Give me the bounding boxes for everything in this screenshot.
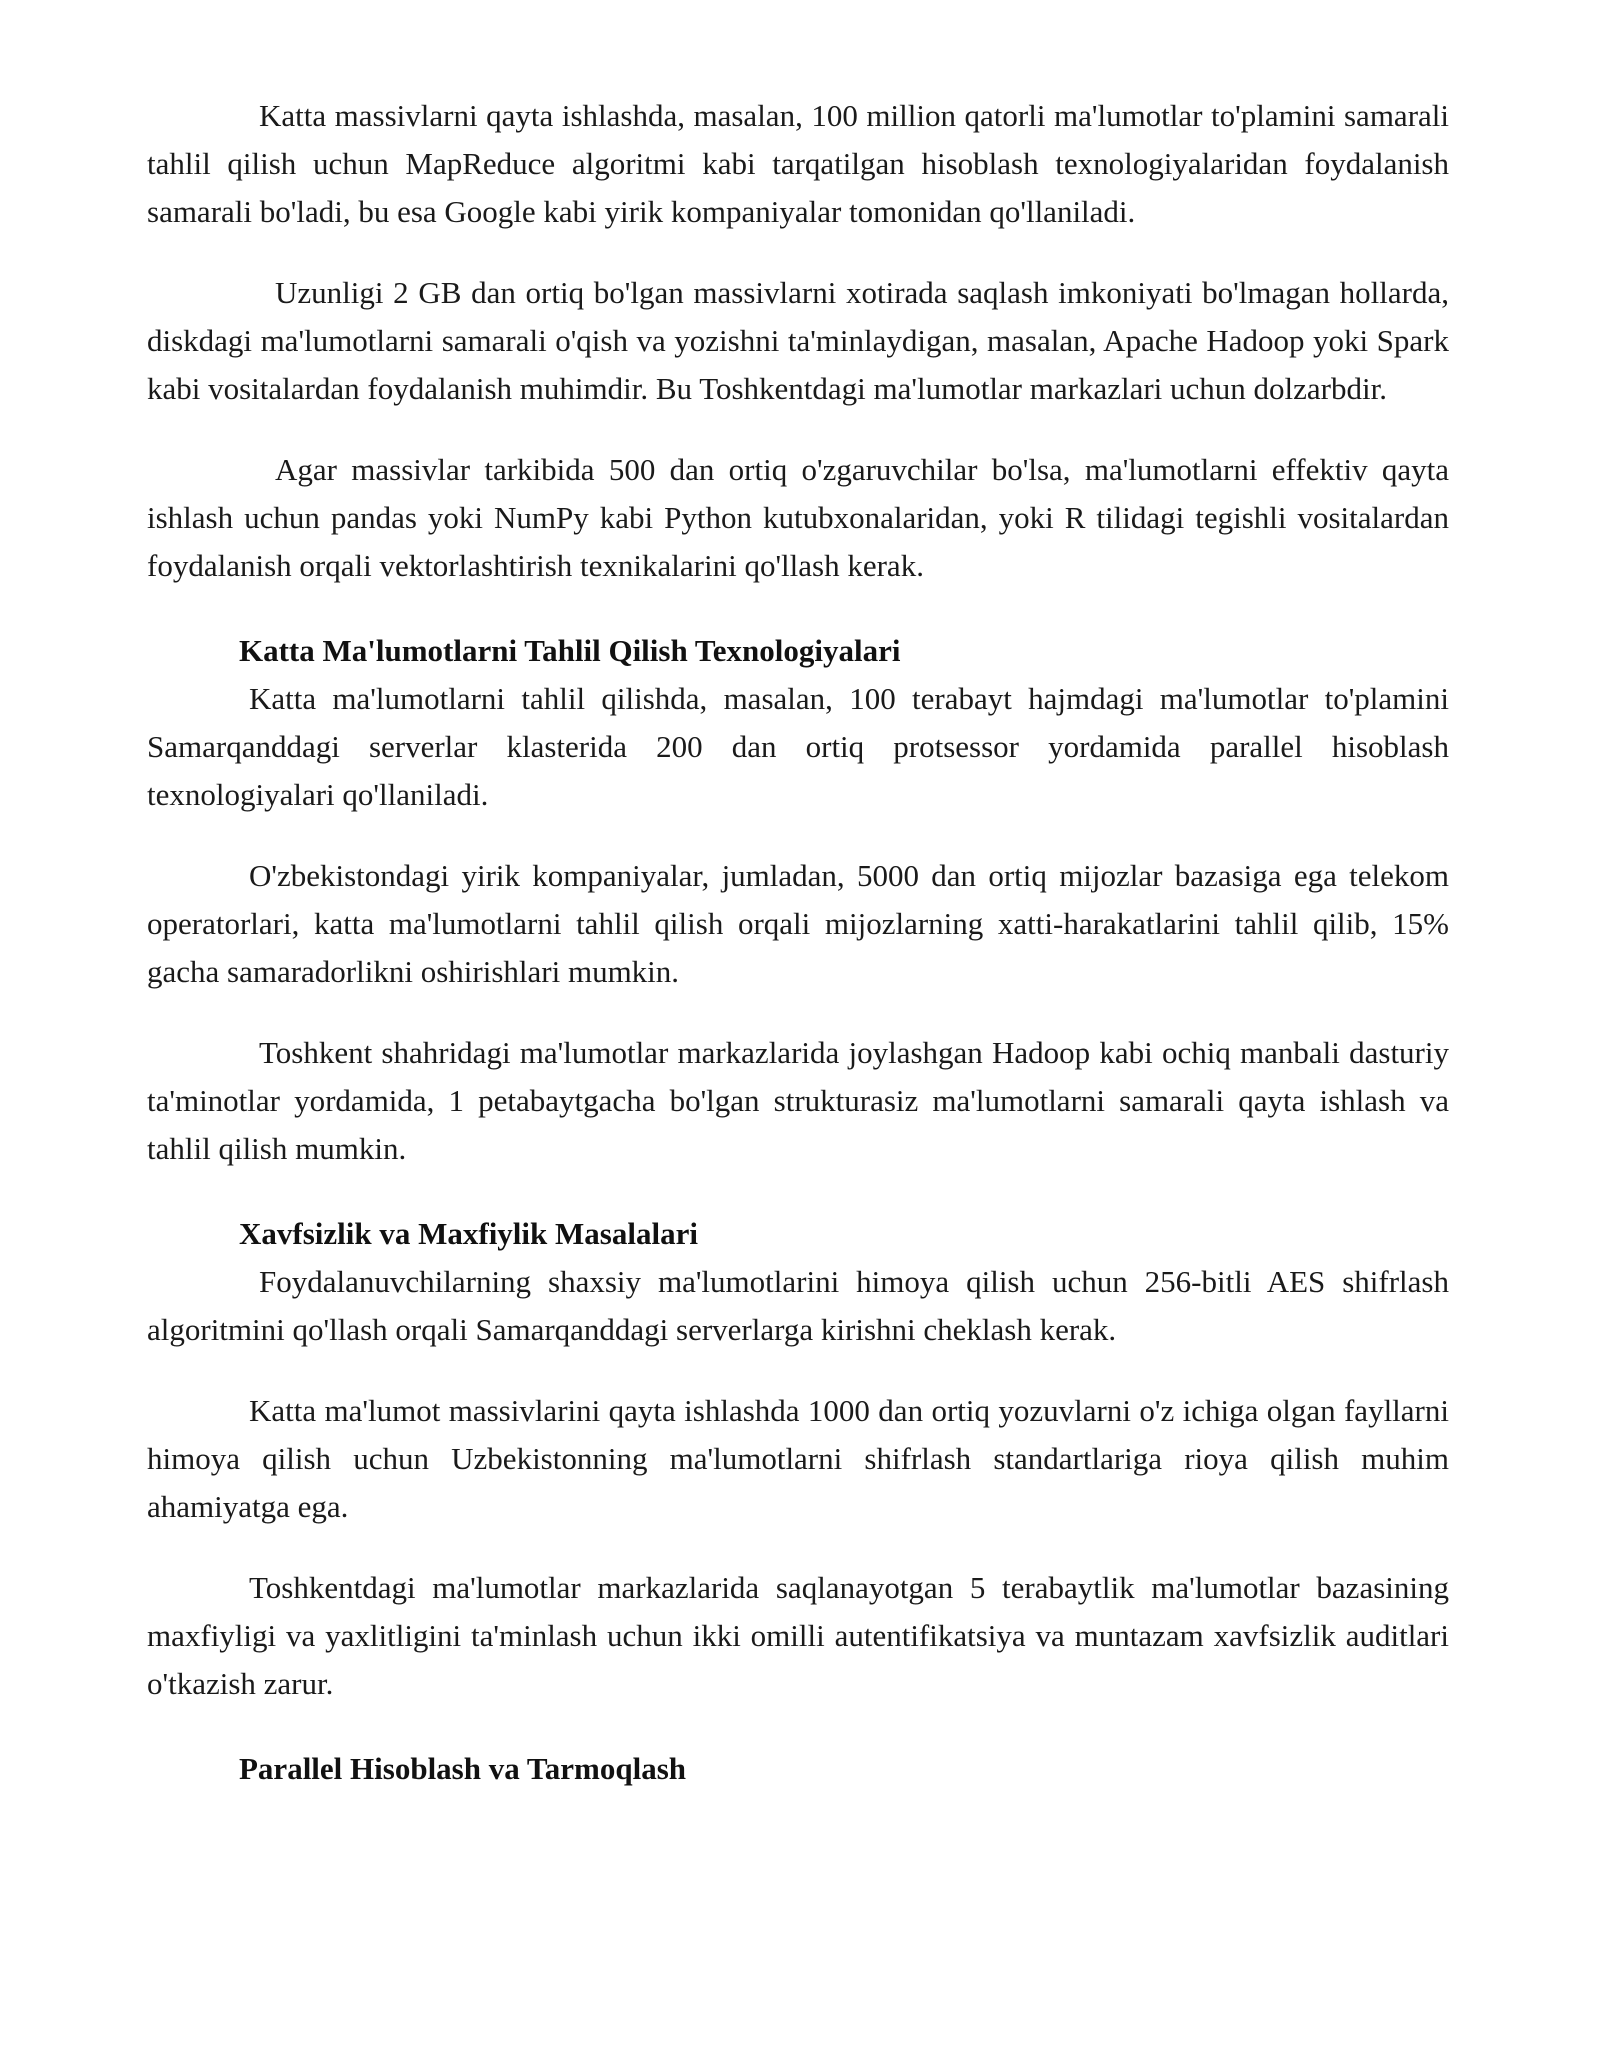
section-heading-security-privacy: Xavfsizlik va Maxfiylik Masalalari [239, 1216, 698, 1251]
paragraph-hadoop-petabyte: Toshkent shahridagi ma'lumotlar markazlarida joylashgan Hadoop kabi ochiq manbali dasturiy ta'minotlar yordamida, 1 petabaytgacha bo'lgan strukturasiz ma'lumotlarni samarali qayta ishlash va tahlil qilish mumkin. [147, 1035, 1449, 1166]
section-heading-parallel-networking: Parallel Hisoblash va Tarmoqlash [239, 1751, 687, 1786]
paragraph-python-libraries: Agar massivlar tarkibida 500 dan ortiq o'zgaruvchilar bo'lsa, ma'lumotlarni effektiv qayta ishlash uchun pandas yoki NumPy kabi Python kutubxonalaridan, yoki R tilidagi tegishli vositalardan foydalanish orqali vektorlashtirish texnikalarini qo'llash kerak. [147, 452, 1449, 583]
paragraph-two-factor-auth: Toshkentdagi ma'lumotlar markazlarida saqlanayotgan 5 terabaytlik ma'lumotlar bazasining maxfiyligi va yaxlitligini ta'minlash uchun ikki omilli autentifikatsiya va muntazam xavfsizlik auditlari o'tkazish zarur. [147, 1570, 1449, 1701]
section-heading-big-data-analysis: Katta Ma'lumotlarni Tahlil Qilish Texnologiyalari [239, 633, 901, 668]
paragraph-aes-encryption: Foydalanuvchilarning shaxsiy ma'lumotlarini himoya qilish uchun 256-bitli AES shifrlash algoritmini qo'llash orqali Samarqanddagi serverlarga kirishni cheklash kerak. [147, 1264, 1449, 1347]
document-body [147, 92, 1449, 1793]
paragraph-encryption-standards: Katta ma'lumot massivlarini qayta ishlashda 1000 dan ortiq yozuvlarni o'z ichiga olgan fayllarni himoya qilish uchun Uzbekistonning ma'lumotlarni shifrlash standartlariga rioya qilish muhim ahamiyatga ega. [147, 1393, 1449, 1524]
paragraph-parallel-computing: Katta ma'lumotlarni tahlil qilishda, masalan, 100 terabayt hajmdagi ma'lumotlar to'plamini Samarqanddagi serverlar klasterida 200 dan ortiq protsessor yordamida parallel hisoblash texnologiyalari qo'llaniladi. [147, 681, 1449, 812]
paragraph-mapreduce: Katta massivlarni qayta ishlashda, masalan, 100 million qatorli ma'lumotlar to'plamini samarali tahlil qilish uchun MapReduce algoritmi kabi tarqatilgan hisoblash texnologiyalaridan foydalanish samarali bo'ladi, bu esa Google kabi yirik kompaniyalar tomonidan qo'llaniladi. [147, 98, 1449, 229]
paragraph-telecom-operators: O'zbekistondagi yirik kompaniyalar, jumladan, 5000 dan ortiq mijozlar bazasiga ega telekom operatorlari, katta ma'lumotlarni tahlil qilish orqali mijozlarning xatti-harakatlarini tahlil qilib, 15% gacha samaradorlikni oshirishlari mumkin. [147, 858, 1449, 989]
paragraph-hadoop-spark: Uzunligi 2 GB dan ortiq bo'lgan massivlarni xotirada saqlash imkoniyati bo'lmagan hollarda, diskdagi ma'lumotlarni samarali o'qish va yozishni ta'minlaydigan, masalan, Apache Hadoop yoki Spark kabi vositalardan foydalanish muhimdir. Bu Toshkentdagi ma'lumotlar markazlari uchun dolzarbdir. [147, 275, 1449, 406]
